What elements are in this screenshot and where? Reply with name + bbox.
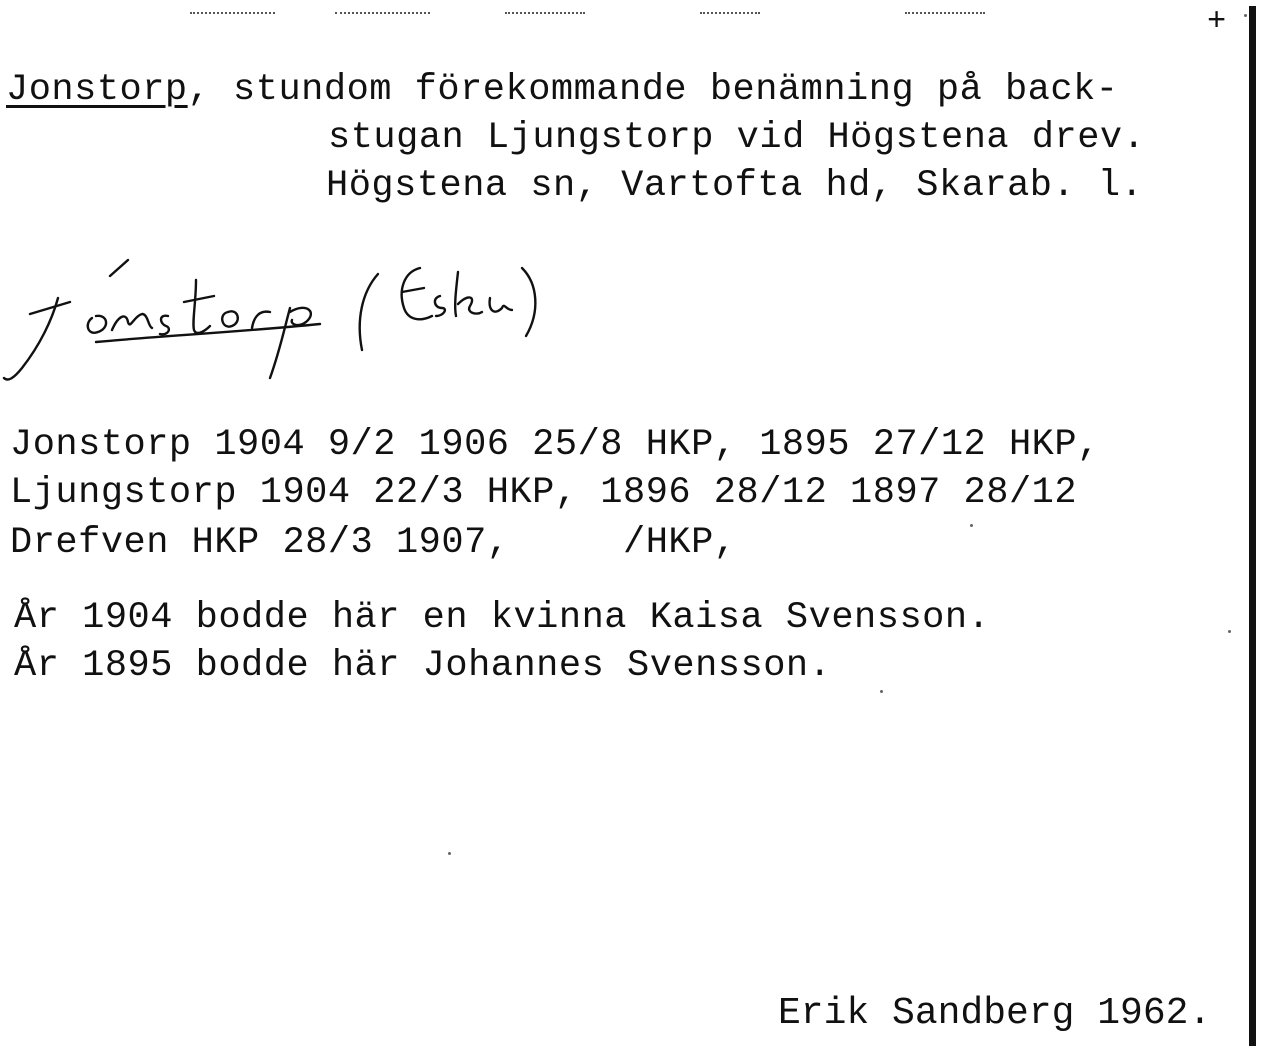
handwritten-note	[0, 250, 560, 390]
top-dotted-line	[190, 12, 275, 14]
signature: Erik Sandberg 1962.	[778, 992, 1212, 1035]
card-right-edge	[1249, 6, 1256, 1046]
header-line-1	[6, 70, 1119, 110]
header-line-3: Högstena sn, Vartofta hd, Skarab. l.	[326, 165, 1144, 207]
scan-speck	[1228, 630, 1231, 633]
top-dotted-line	[335, 12, 430, 14]
header-line-1-text: , stundom förekommande benämning på back-	[187, 69, 1119, 111]
note-line-1: År 1904 bodde här en kvinna Kaisa Svensson.	[14, 597, 991, 639]
note-line-2: År 1895 bodde här Johannes Svensson.	[14, 645, 832, 687]
scan-speck	[880, 690, 883, 693]
record-line-1: Jonstorp 1904 9/2 1906 25/8 HKP, 1895 27/12 HKP,	[10, 424, 1100, 466]
headword: Jonstorp	[6, 69, 188, 111]
record-line-3: Drefven HKP 28/3 1907, /HKP,	[10, 522, 737, 564]
header-line-2: stugan Ljungstorp vid Högstena drev.	[328, 117, 1146, 159]
top-dotted-line	[700, 12, 760, 14]
scan-speck	[970, 524, 973, 527]
scan-speck	[448, 852, 451, 855]
corner-mark: +	[1207, 3, 1227, 40]
scan-speck	[1244, 14, 1247, 17]
top-dotted-line	[905, 12, 985, 14]
top-dotted-line	[505, 12, 585, 14]
record-line-2: Ljungstorp 1904 22/3 HKP, 1896 28/12 1897 28/12	[10, 472, 1078, 514]
